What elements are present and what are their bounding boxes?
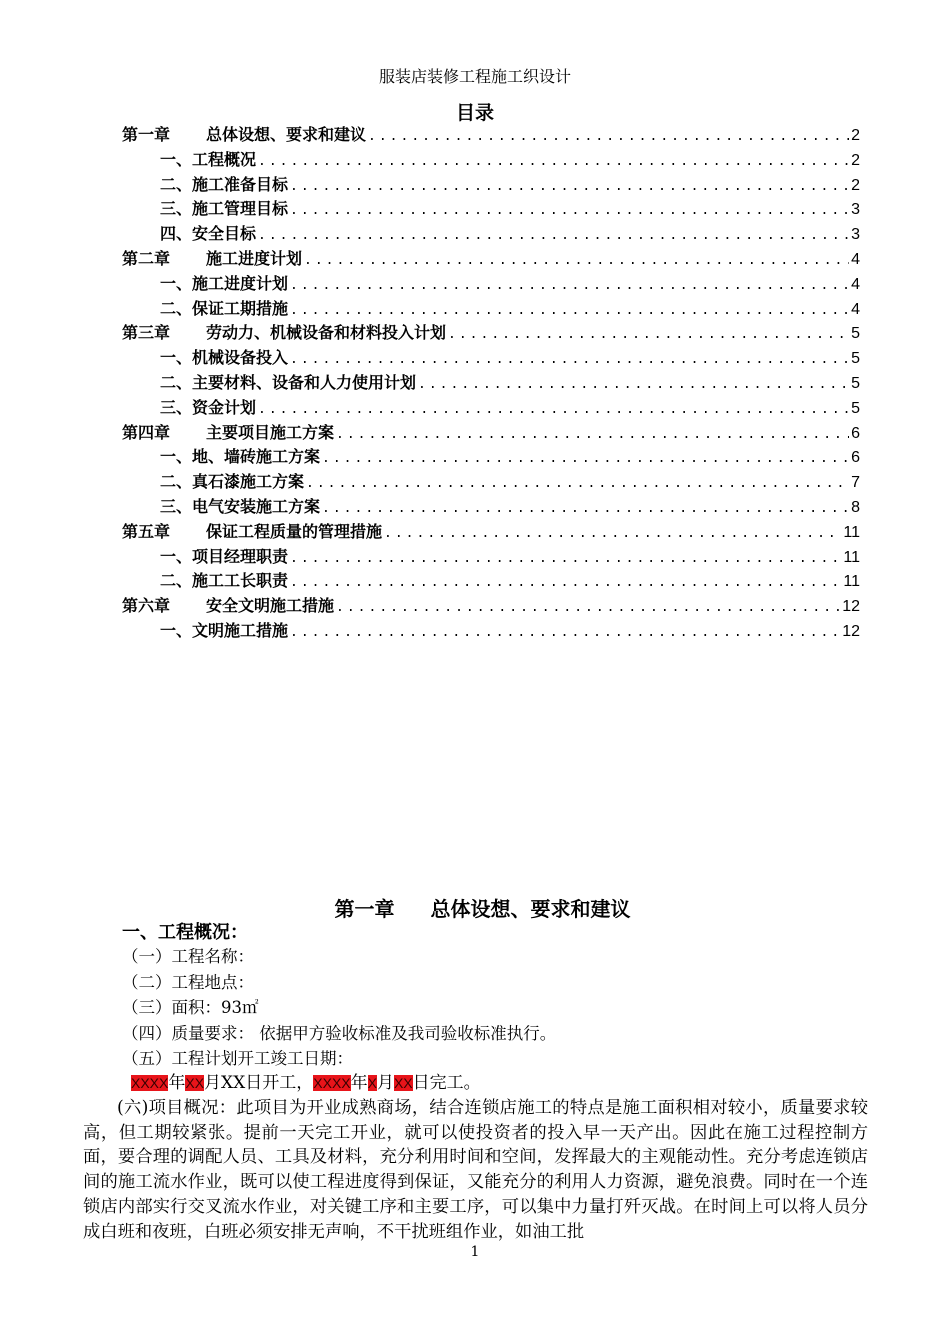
toc-chapter-number: 第一章 xyxy=(122,125,171,144)
toc-chapter-entry[interactable] xyxy=(122,246,860,271)
section-heading: 一、工程概况： xyxy=(122,922,248,943)
toc-section-entry[interactable] xyxy=(122,544,860,569)
toc-page-number: 7 xyxy=(851,474,860,492)
toc-entry-title: 二、施工工长职责 xyxy=(160,571,289,591)
list-item-schedule: （五）工程计划开工竣工日期： xyxy=(122,1049,353,1068)
toc-entry-title: 一、项目经理职责 xyxy=(160,546,289,566)
end-day-placeholder: XX xyxy=(393,1075,413,1091)
list-item-quality: （四）质量要求： 依据甲方验收标准及我司验收标准执行。 xyxy=(122,1023,557,1043)
toc-dot-leader xyxy=(418,377,849,392)
month-char: 月 xyxy=(204,1073,222,1093)
toc-entry-title: 一、地、墙砖施工方案 xyxy=(160,447,321,467)
toc-chapter-number: 第二章 xyxy=(122,248,171,268)
end-year-placeholder: XXXX xyxy=(313,1075,351,1091)
toc-section-entry[interactable] xyxy=(122,494,860,519)
toc-chapter-entry[interactable] xyxy=(122,593,860,618)
toc-page-number: 11 xyxy=(843,573,860,591)
project-info-list xyxy=(122,944,882,1072)
toc-page-number: 4 xyxy=(851,250,860,268)
toc-page-number: 3 xyxy=(851,226,860,244)
toc-entry-title: 总体设想、要求和建议 xyxy=(206,125,367,144)
toc-section-entry[interactable] xyxy=(122,568,860,593)
toc-dot-leader xyxy=(290,575,841,590)
toc-section-entry[interactable] xyxy=(122,444,860,469)
end-text: 日完工。 xyxy=(412,1073,481,1093)
toc-dot-leader xyxy=(290,625,840,640)
toc-dot-leader xyxy=(384,526,841,541)
toc-chapter-entry[interactable] xyxy=(122,519,860,544)
toc-dot-leader xyxy=(290,179,849,194)
toc-chapter-number: 第三章 xyxy=(122,323,171,343)
toc-page-number: 5 xyxy=(851,350,860,368)
toc-entry-title: 一、工程概况 xyxy=(160,149,257,169)
toc-section-entry[interactable] xyxy=(122,345,860,370)
toc-page-number: 12 xyxy=(842,598,860,616)
toc-chapter-number: 第六章 xyxy=(122,596,171,616)
start-year-placeholder: XXXX xyxy=(131,1075,169,1091)
chapter-title: 总体设想、要求和建议 xyxy=(430,897,631,921)
chapter-number: 第一章 xyxy=(334,897,395,921)
toc-entry-title: 施工进度计划 xyxy=(206,248,303,268)
toc-dot-leader xyxy=(290,352,849,367)
toc-entry-title: 三、电气安装施工方案 xyxy=(160,496,321,516)
toc-dot-leader xyxy=(322,451,849,466)
project-overview-paragraph: (六)项目概况：此项目为开业成熟商场，结合连锁店施工的特点是施工面积相对较小，质量要求较高，但工期较紧张。提前一天完工开业，就可以使投资者的投入早一天产出。因此在施工过程控制方面，要合理的调配人员、工具及材料，充分利用时间和空间，发挥最大的主观能动性。充分考虑连锁店间的施工流水作业，既可以使工程进度得到保证，又能充分的利用人力资源，避免浪费。同时在一个连锁店内部实行交叉流水作业，对关键工序和主要工序，可以集中力量打歼灭战。在时间上可以将人员分成白班和夜班，白班必须安排无声响，不干扰班组作业，如油工批 xyxy=(83,1098,868,1242)
toc-entry-title: 安全文明施工措施 xyxy=(206,596,335,616)
toc-section-entry[interactable] xyxy=(122,469,860,494)
toc-chapter-entry[interactable] xyxy=(122,122,860,147)
toc-page-number: 11 xyxy=(843,523,860,541)
toc-page-number: 4 xyxy=(851,275,860,293)
toc-entry-title: 二、保证工期措施 xyxy=(160,298,289,318)
toc-dot-leader xyxy=(336,600,840,615)
toc-title: 目录 xyxy=(455,102,494,124)
toc-page-number: 6 xyxy=(851,449,860,467)
toc-dot-leader xyxy=(322,501,849,516)
toc-entry-title: 一、机械设备投入 xyxy=(160,348,289,368)
toc-section-entry[interactable] xyxy=(122,271,860,296)
toc-dot-leader xyxy=(290,551,841,566)
toc-chapter-entry[interactable] xyxy=(122,320,860,345)
page-header-title: 服装店装修工程施工织设计 xyxy=(378,67,571,86)
toc-section-entry[interactable] xyxy=(122,172,860,197)
start-month-placeholder: XX xyxy=(185,1075,205,1091)
month-char: 月 xyxy=(376,1073,394,1093)
toc-entry-title: 二、真石漆施工方案 xyxy=(160,472,305,492)
toc-entry-title: 四、安全目标 xyxy=(160,224,257,244)
toc-section-entry[interactable] xyxy=(122,221,860,246)
toc-dot-leader xyxy=(290,303,849,318)
toc-page-number: 4 xyxy=(851,300,860,318)
toc-section-entry[interactable] xyxy=(122,196,860,221)
toc-section-entry[interactable] xyxy=(122,296,860,321)
toc-section-entry[interactable] xyxy=(122,147,860,172)
toc-page-number: 2 xyxy=(851,176,860,194)
toc-dot-leader xyxy=(258,228,849,243)
toc-entry-title: 一、文明施工措施 xyxy=(160,620,289,640)
toc-page-number: 6 xyxy=(851,424,860,442)
toc-section-entry[interactable] xyxy=(122,370,860,395)
toc-entry-title: 主要项目施工方案 xyxy=(206,422,335,442)
toc-entry-title: 一、施工进度计划 xyxy=(160,273,289,293)
toc-chapter-number: 第四章 xyxy=(122,422,171,442)
toc-page-number: 3 xyxy=(851,201,860,219)
toc-section-entry[interactable] xyxy=(122,395,860,420)
year-char: 年 xyxy=(350,1073,368,1093)
toc-entry-title: 三、资金计划 xyxy=(160,397,257,417)
toc-entry-title: 二、主要材料、设备和人力使用计划 xyxy=(160,372,417,392)
toc-page-number: 5 xyxy=(851,374,860,392)
start-day-text: XX日开工， xyxy=(221,1073,314,1093)
toc-entry-title: 劳动力、机械设备和材料投入计划 xyxy=(206,323,447,343)
toc-dot-leader xyxy=(306,476,849,491)
toc-page-number: 2 xyxy=(851,151,860,169)
table-of-contents xyxy=(122,122,860,643)
list-item-area: （三）面积：93㎡ xyxy=(122,998,259,1017)
toc-dot-leader xyxy=(304,253,849,268)
end-month-placeholder: X xyxy=(367,1075,377,1091)
toc-dot-leader xyxy=(258,154,849,169)
toc-dot-leader xyxy=(290,203,849,218)
list-item-project-location: （二）工程地点： xyxy=(122,972,254,992)
year-char: 年 xyxy=(168,1073,186,1093)
toc-entry-title: 三、施工管理目标 xyxy=(160,199,289,219)
toc-section-entry[interactable] xyxy=(122,618,860,643)
toc-page-number: 5 xyxy=(851,325,860,343)
toc-chapter-number: 第五章 xyxy=(122,521,171,541)
toc-dot-leader xyxy=(448,327,849,342)
page-number: 1 xyxy=(470,1244,480,1260)
toc-chapter-entry[interactable] xyxy=(122,420,860,445)
toc-page-number: 8 xyxy=(851,498,860,516)
toc-dot-leader xyxy=(368,129,849,144)
toc-page-number: 5 xyxy=(851,399,860,417)
toc-entry-title: 二、施工准备目标 xyxy=(160,174,289,194)
toc-page-number: 2 xyxy=(851,127,860,144)
toc-dot-leader xyxy=(258,402,849,417)
schedule-dates xyxy=(131,1072,481,1094)
toc-entry-title: 保证工程质量的管理措施 xyxy=(206,521,383,541)
toc-dot-leader xyxy=(336,427,849,442)
toc-dot-leader xyxy=(290,278,849,293)
toc-page-number: 11 xyxy=(843,548,860,566)
list-item-project-name: （一）工程名称： xyxy=(122,947,254,966)
toc-page-number: 12 xyxy=(842,622,860,640)
